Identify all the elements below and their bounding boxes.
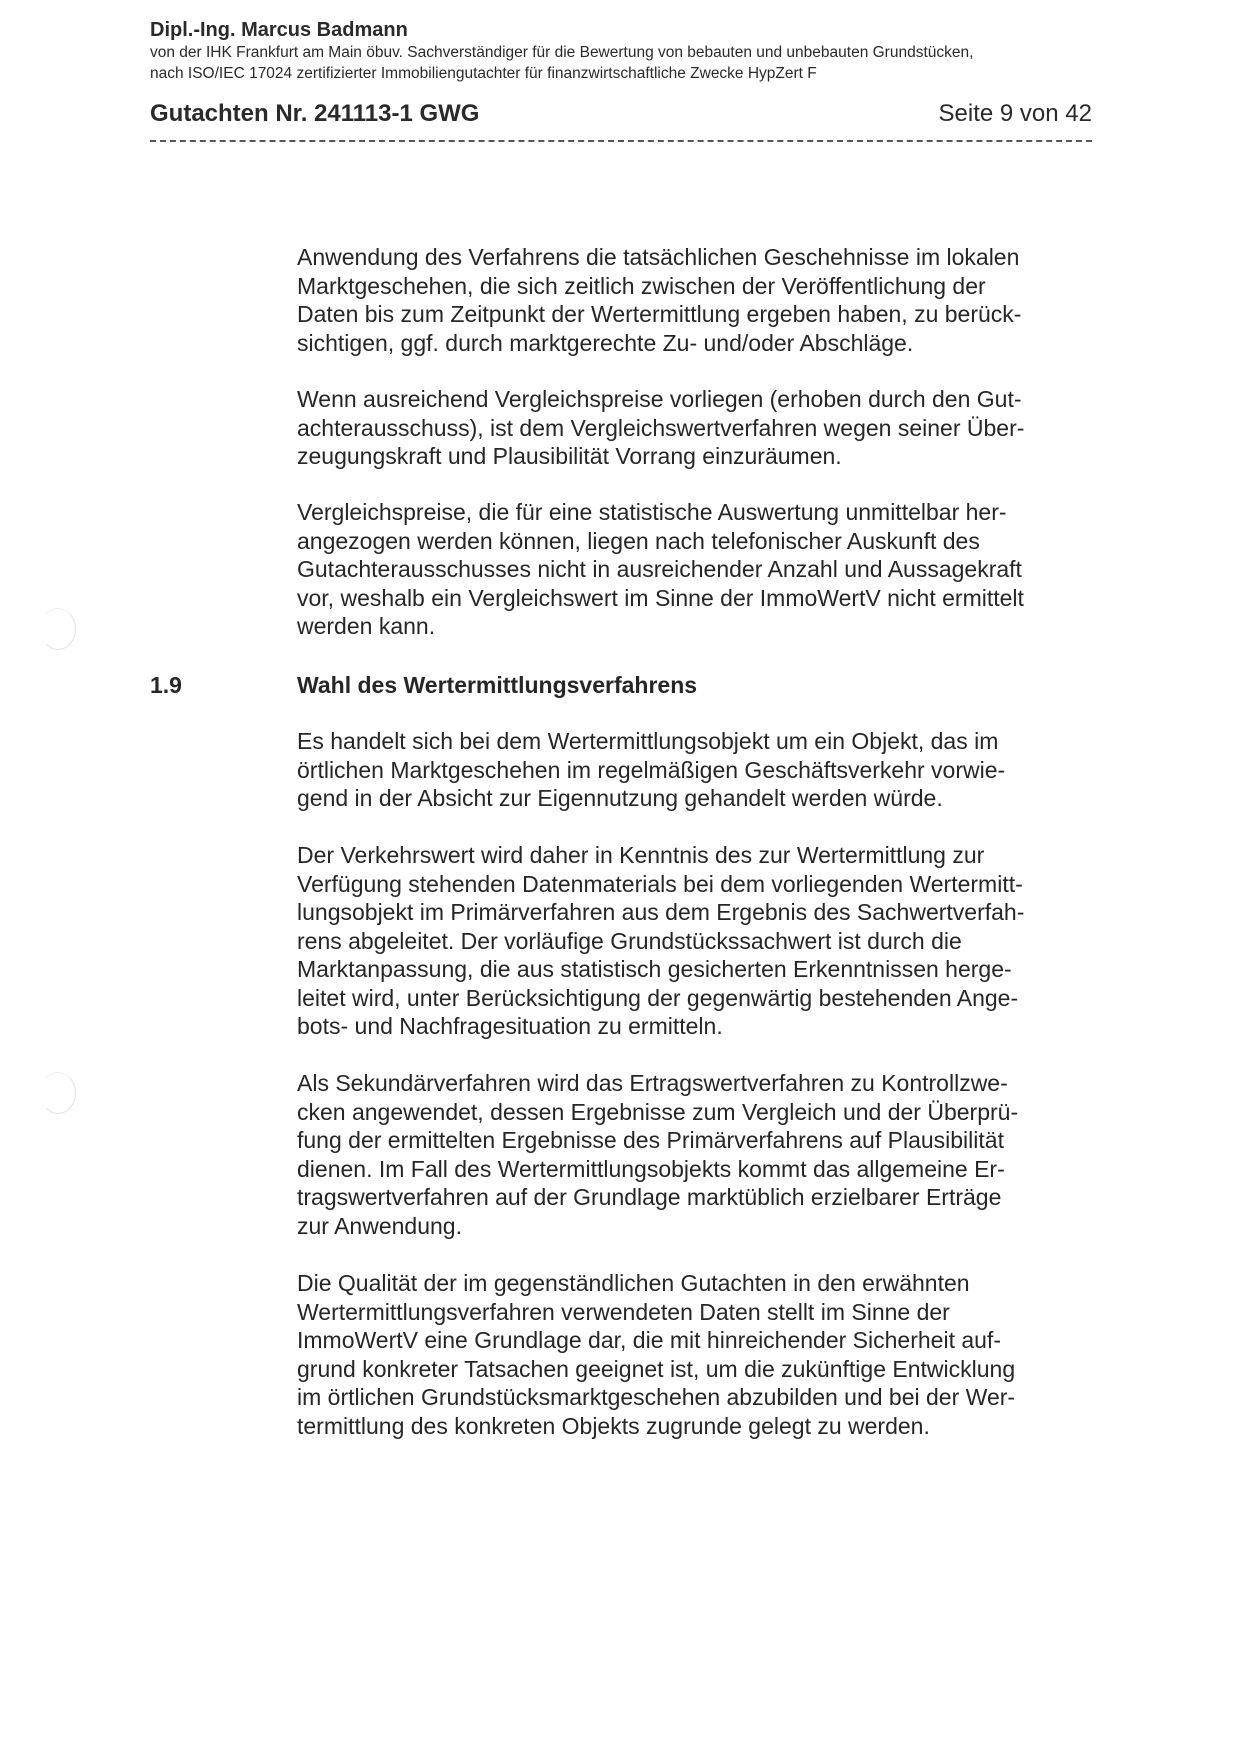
text-line: lungsobjekt im Primärverfahren aus dem Ergebnis des Sachwertverfah-	[297, 899, 1025, 925]
text-line: rens abgeleitet. Der vorläufige Grundstückssachwert ist durch die	[297, 927, 962, 954]
text-line: termittlung des konkreten Objekts zugrunde gelegt zu werden.	[297, 1412, 930, 1439]
text-line: Vergleichspreise, die für eine statistische Auswertung unmittelbar her-	[297, 499, 1007, 525]
author-name: Dipl.-Ing. Marcus Badmann	[150, 19, 408, 41]
letterhead	[150, 18, 1095, 84]
text-line: Als Sekundärverfahren wird das Ertragswertverfahren zu Kontrollzwe-	[297, 1070, 1008, 1096]
punch-hole-mark	[40, 608, 76, 650]
section-number: 1.9	[150, 672, 182, 698]
text-line: Marktgeschehen, die sich zeitlich zwischen der Veröffentlichung der	[297, 272, 986, 299]
paragraph	[297, 841, 1097, 1041]
text-line: Wenn ausreichend Vergleichspreise vorliegen (erhoben durch den Gut-	[297, 386, 1022, 412]
paragraph	[297, 498, 1097, 641]
text-line: Verfügung stehenden Datenmaterials bei dem vorliegenden Wertermitt-	[297, 870, 1023, 897]
report-number: Gutachten Nr. 241113-1 GWG	[150, 100, 480, 127]
text-line: Wertermittlungsverfahren verwendeten Daten stellt im Sinne der	[297, 1298, 950, 1325]
text-line: tragswertverfahren auf der Grundlage marktüblich erzielbarer Erträge	[297, 1184, 1002, 1210]
text-line: Anwendung des Verfahrens die tatsächlichen Geschehnisse im lokalen	[297, 244, 1020, 270]
credential-line-1: von der IHK Frankfurt am Main öbuv. Sachverständiger für die Bewertung von bebauten und unbebauten Grundstücken,	[150, 44, 974, 61]
text-line: im örtlichen Grundstücksmarktgeschehen abzubilden und bei der Wer-	[297, 1384, 1016, 1410]
paragraph	[297, 1269, 1097, 1440]
text-line: Gutachterausschusses nicht in ausreichender Anzahl und Aussagekraft	[297, 556, 1022, 582]
paragraph	[297, 727, 1097, 813]
text-line: sichtigen, ggf. durch marktgerechte Zu- und/oder Abschläge.	[297, 329, 914, 356]
text-line: werden kann.	[297, 613, 436, 639]
text-line: Marktanpassung, die aus statistisch gesicherten Erkenntnissen herge-	[297, 956, 1012, 982]
text-line: ImmoWertV eine Grundlage dar, die mit hinreichender Sicherheit auf-	[297, 1327, 1001, 1353]
text-line: örtlichen Marktgeschehen im regelmäßigen Geschäftsverkehr vorwie-	[297, 756, 1006, 783]
text-line: dienen. Im Fall des Wertermittlungsobjekts kommt das allgemeine Er-	[297, 1155, 1005, 1182]
text-line: grund konkreter Tatsachen geeignet ist, um die zukünftige Entwicklung	[297, 1355, 1016, 1382]
text-line: vor, weshalb ein Vergleichswert im Sinne der ImmoWertV nicht ermittelt	[297, 584, 1024, 611]
text-line: Daten bis zum Zeitpunkt der Wertermittlung ergeben haben, zu berück-	[297, 301, 1022, 327]
text-line: gend in der Absicht zur Eigennutzung gehandelt werden würde.	[297, 785, 943, 811]
text-line: leitet wird, unter Berücksichtigung der gegenwärtig bestehenden Ange-	[297, 984, 1019, 1011]
paragraph	[297, 1069, 1097, 1240]
text-line: fung der ermittelten Ergebnisse des Primärverfahrens auf Plausibilität	[297, 1127, 1004, 1153]
punch-hole-mark	[40, 1072, 76, 1114]
text-line: Es handelt sich bei dem Wertermittlungsobjekt um ein Objekt, das im	[297, 728, 999, 754]
text-line: angezogen werden können, liegen nach telefonischer Auskunft des	[297, 527, 980, 554]
paragraph	[297, 243, 1097, 357]
header-divider	[150, 140, 1092, 142]
credential-line-2: nach ISO/IEC 17024 zertifizierter Immobiliengutachter für finanzwirtschaftliche Zwecke HypZert F	[150, 65, 817, 82]
text-line: cken angewendet, dessen Ergebnisse zum Vergleich und der Überprü-	[297, 1098, 1019, 1125]
page-indicator: Seite 9 von 42	[938, 100, 1092, 127]
text-line: achterausschuss), ist dem Vergleichswertverfahren wegen seiner Über-	[297, 414, 1025, 441]
text-line: zeugungskraft und Plausibilität Vorrang einzuräumen.	[297, 443, 842, 469]
text-line: bots- und Nachfragesituation zu ermitteln.	[297, 1013, 723, 1039]
section-title: Wahl des Wertermittlungsverfahrens	[297, 672, 698, 698]
report-title-row	[150, 100, 1092, 132]
text-line: zur Anwendung.	[297, 1212, 462, 1239]
paragraph	[297, 385, 1097, 471]
text-line: Die Qualität der im gegenständlichen Gutachten in den erwähnten	[297, 1270, 970, 1296]
text-line: Der Verkehrswert wird daher in Kenntnis des zur Wertermittlung zur	[297, 842, 985, 868]
